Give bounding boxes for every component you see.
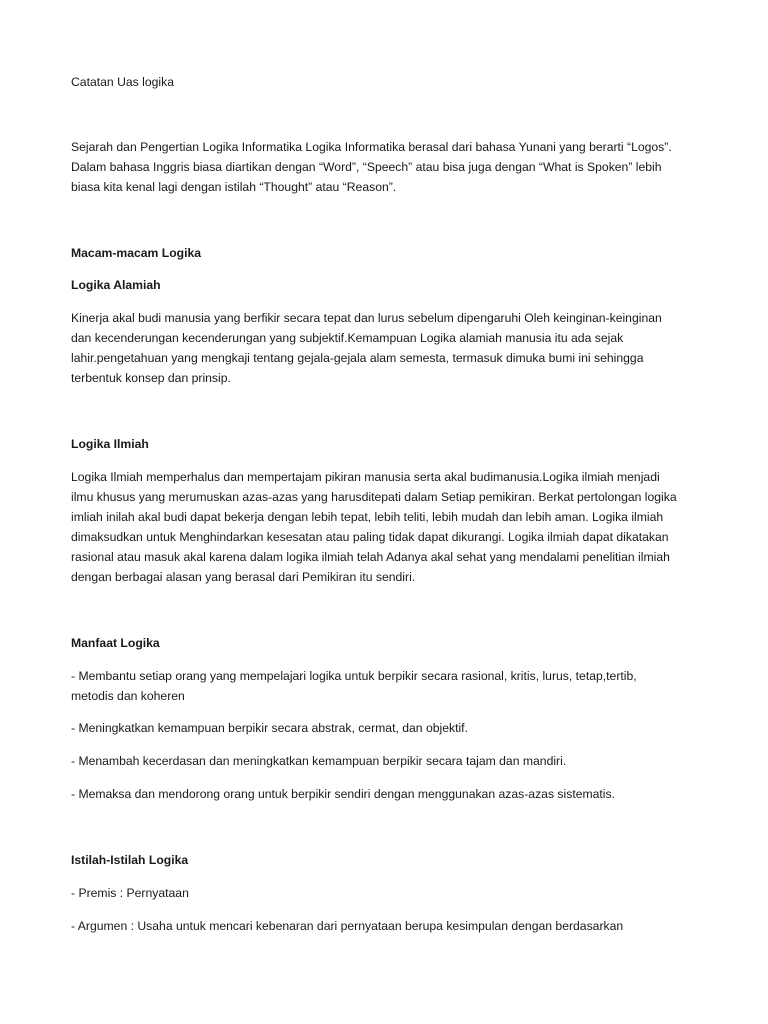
list-item: - Membantu setiap orang yang mempelajari logika untuk berpikir secara rasional, kritis, lurus, tetap,tertib, [71, 669, 637, 683]
list-item: - Premis : Pernyataan [71, 886, 189, 900]
intro-line: Dalam bahasa Inggris biasa diartikan dengan “Word”, “Speech” atau bisa juga dengan “What is Spoken” lebih [71, 160, 662, 174]
list-item: - Meningkatkan kemampuan berpikir secara abstrak, cermat, dan objektif. [71, 721, 468, 735]
intro-line: Sejarah dan Pengertian Logika Informatika Logika Informatika berasal dari bahasa Yunani yang berarti “Logos”. [71, 140, 672, 154]
paragraph-line: imliah inilah akal budi dapat bekerja dengan lebih tepat, lebih teliti, lebih mudah dan lebih aman. Logika ilmiah [71, 510, 664, 524]
section-heading-ilmiah: Logika Ilmiah [71, 437, 149, 451]
paragraph-line: Logika Ilmiah memperhalus dan mempertajam pikiran manusia serta akal budimanusia.Logika ilmiah menjadi [71, 470, 660, 484]
paragraph-line: Kinerja akal budi manusia yang berfikir secara tepat dan lurus sebelum dipengaruhi Oleh keinginan-keinginan [71, 311, 662, 325]
list-item-continuation: metodis dan koheren [71, 689, 185, 703]
paragraph-line: dan kecenderungan kecenderungan yang subjektif.Kemampuan Logika alamiah manusia itu ada sejak [71, 331, 624, 345]
section-heading-manfaat: Manfaat Logika [71, 636, 160, 650]
list-item: - Memaksa dan mendorong orang untuk berpikir sendiri dengan menggunakan azas-azas sistematis. [71, 787, 615, 801]
paragraph-line: dimaksudkan untuk Menghindarkan kesesatan atau paling tidak dapat dikurangi. Logika ilmiah dapat dikatakan [71, 530, 669, 544]
section-heading-macam: Macam-macam Logika [71, 246, 202, 260]
list-item: - Menambah kecerdasan dan meningkatkan kemampuan berpikir secara tajam dan mandiri. [71, 754, 567, 768]
paragraph-line: dengan berbagai alasan yang berasal dari Pemikiran itu sendiri. [71, 570, 416, 584]
list-item: - Argumen : Usaha untuk mencari kebenaran dari pernyataan berupa kesimpulan dengan berdasarkan [71, 919, 624, 933]
section-heading-istilah: Istilah-Istilah Logika [71, 853, 189, 867]
section-heading-alamiah: Logika Alamiah [71, 278, 161, 292]
paragraph-line: lahir.pengetahuan yang mengkaji tentang gejala-gejala alam semesta, termasuk dimuka bumi ini sehingga [71, 351, 644, 365]
intro-line: biasa kita kenal lagi dengan istilah “Thought” atau “Reason”. [71, 180, 397, 194]
paragraph-line: terbentuk konsep dan prinsip. [71, 371, 231, 385]
paragraph-line: ilmu khusus yang merumuskan azas-azas yang harusditepati dalam Setiap pemikiran. Berkat pertolongan logika [71, 490, 677, 504]
document-title: Catatan Uas logika [71, 75, 174, 89]
paragraph-line: rasional atau masuk akal karena dalam logika ilmiah telah Adanya akal sehat yang mendalami penelitian ilmiah [71, 550, 670, 564]
